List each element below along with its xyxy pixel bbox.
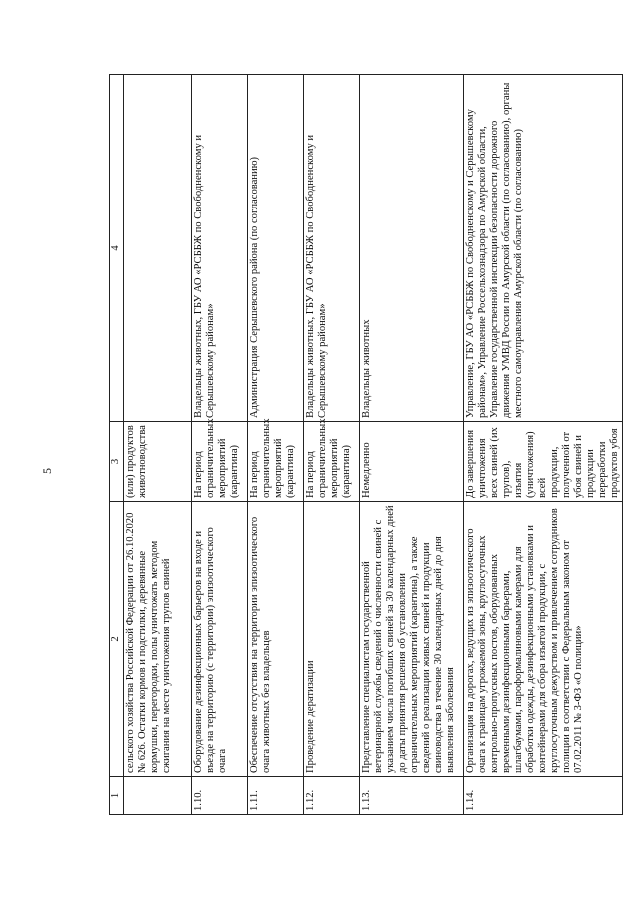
- row-number: 1.14.: [464, 777, 623, 815]
- rotated-page-content: [109, 75, 620, 815]
- row-responsible: Администрация Серышевского района (по согласованию): [248, 75, 304, 422]
- header-col-3: 3: [110, 422, 124, 502]
- header-col-4: 4: [110, 75, 124, 422]
- row-measure: Обеспечение отсутствия на территории эпизоотического очага животных без владельцев: [248, 502, 304, 777]
- row-responsible: Владельцы животных: [360, 75, 464, 422]
- row-term: До завершения уничтожения всех свиней (их трупов), изъятия (уничтожения) всей продукции, полученной от убоя свиней и продукции переработки продуктов убоя: [464, 422, 623, 502]
- table-row: [304, 75, 360, 815]
- table-row: [124, 75, 192, 815]
- table-row: [360, 75, 464, 815]
- row-term: На период ограничительных мероприятий (карантина): [304, 422, 360, 502]
- row-number: [124, 777, 192, 815]
- row-responsible: Управление, ГБУ АО «РСББЖ по Свободненскому и Серышевскому районам», Управление Россельхознадзора по Амурской области, Управление государственной инспекции безопасности дорожного движения УМВД России по Амурской области (по согласованию), органы местного самоуправления Амурской области (по согласованию): [464, 75, 623, 422]
- header-col-1: 1: [110, 777, 124, 815]
- table-row: [192, 75, 248, 815]
- table-row: [464, 75, 623, 815]
- row-measure: сельского хозяйства Российской Федерации от 26.10.2020 № 626. Остатки кормов и подстилки, деревянные кормушки, перегородки, полы уничтожать методом сжигания на месте уничтожения трупов свиней: [124, 502, 192, 777]
- row-responsible: Владельцы животных, ГБУ АО «РСББЖ по Свободненскому и Серышевскому районам»: [192, 75, 248, 422]
- row-measure: Проведение дератизации: [304, 502, 360, 777]
- row-number: 1.10.: [192, 777, 248, 815]
- row-measure: Представление специалистам государственной ветеринарной службы сведений о численности свиней с указанием числа погибших свиней за 30 календарных дней до даты принятия решения об установлении ограничительных мероприятий (карантина), а также сведений о реализации живых свиней и продукции свиноводства в течение 30 календарных дней до дня выявления заболевания: [360, 502, 464, 777]
- row-responsible: Владельцы животных, ГБУ АО «РСББЖ по Свободненскому и Серышевскому районам»: [304, 75, 360, 422]
- row-term: На период ограничительных мероприятий (карантина): [248, 422, 304, 502]
- row-measure: Организация на дорогах, ведущих из эпизоотического очага к границам угрожаемой зоны, круглосуточных контрольно-пропускных постов, оборудованных временными дезинфекционными барьерами, шлагбаумами, пароформалиновыми камерами для обработки одежды, дезинфекционными установками и контейнерами для сбора изъятой продукции, с круглосуточным дежурством и привлечением сотрудников полиции в соответствии с Федеральным законом от 07.02.2011 № 3-ФЗ «О полиции»: [464, 502, 623, 777]
- measures-table: [109, 74, 623, 815]
- row-number: 1.11.: [248, 777, 304, 815]
- row-term: На период ограничительных мероприятий (карантина): [192, 422, 248, 502]
- table-header-row: [110, 75, 124, 815]
- table-row: [248, 75, 304, 815]
- page-number: 5: [40, 468, 54, 474]
- row-term: Немедленно: [360, 422, 464, 502]
- row-measure: Оборудование дезинфекционных барьеров на входе и въезде на территорию (с территории) эпизоотического очага: [192, 502, 248, 777]
- row-term: (или) продуктов животноводства: [124, 422, 192, 502]
- row-number: 1.12.: [304, 777, 360, 815]
- header-col-2: 2: [110, 502, 124, 777]
- row-responsible: [124, 75, 192, 422]
- row-number: 1.13.: [360, 777, 464, 815]
